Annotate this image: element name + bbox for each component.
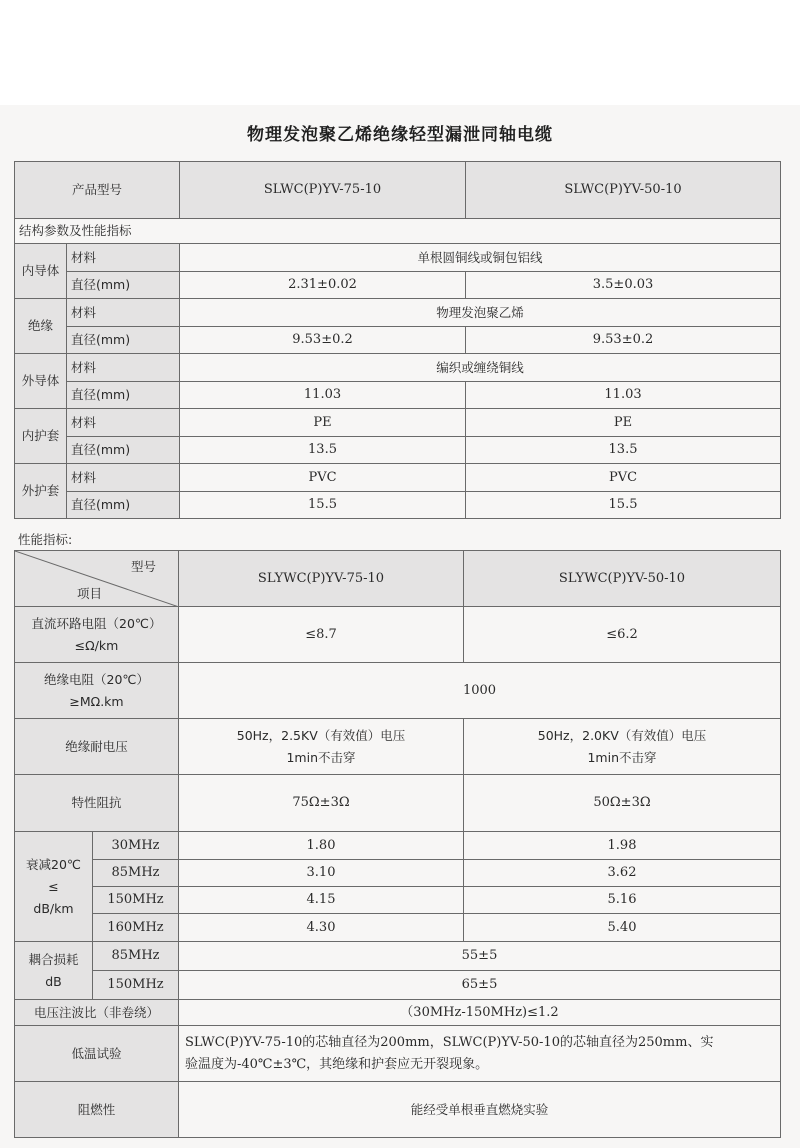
attenuation-a: 1.80 — [179, 832, 464, 860]
frequency: 30MHz — [93, 832, 179, 860]
insulation-label-line2: ≥MΩ.km — [69, 693, 124, 709]
withstand-label: 绝缘耐电压 — [15, 719, 179, 775]
coupling-label-line1: 耦合损耗 — [28, 951, 79, 967]
coupling-loss-label — [15, 942, 93, 1000]
model-a-header: SLYWC(P)YV-75-10 — [179, 551, 464, 607]
material-a: PE — [180, 409, 466, 437]
material-b: PE — [466, 409, 781, 437]
impedance-a: 75Ω±3Ω — [179, 775, 464, 832]
attenuation-b: 3.62 — [464, 860, 781, 887]
dc-loop-label — [15, 607, 179, 663]
diameter-a: 13.5 — [180, 437, 466, 464]
withstand-b-line2: 1min不击穿 — [587, 749, 657, 765]
diameter-b: 11.03 — [466, 382, 781, 409]
group-name: 内导体 — [15, 244, 67, 299]
attenuation-b: 5.16 — [464, 887, 781, 914]
model-item-header — [15, 551, 179, 607]
product-model-label: 产品型号 — [15, 162, 180, 219]
performance-label: 性能指标: — [18, 532, 73, 547]
model-a-header: SLWC(P)YV-75-10 — [180, 162, 466, 219]
group-name: 内护套 — [15, 409, 67, 464]
diameter-label: 直径(mm) — [67, 327, 180, 354]
frequency: 150MHz — [93, 971, 179, 1000]
withstand-b — [464, 719, 781, 775]
document-title: 物理发泡聚乙烯绝缘轻型漏泄同轴电缆 — [247, 125, 553, 145]
low-temp-label: 低温试验 — [15, 1026, 179, 1082]
performance-table — [14, 550, 781, 1138]
structure-table — [14, 161, 781, 519]
impedance-label: 特性阻抗 — [15, 775, 179, 832]
insulation-label-line1: 绝缘电阻（20℃） — [44, 671, 149, 687]
dc-loop-a: ≤8.7 — [179, 607, 464, 663]
impedance-b: 50Ω±3Ω — [464, 775, 781, 832]
item-label: 项目 — [77, 586, 103, 601]
frequency: 85MHz — [93, 942, 179, 971]
diameter-label: 直径(mm) — [67, 382, 180, 409]
material-value: 单根圆铜线或铜包铝线 — [180, 244, 781, 272]
flame-value: 能经受单根垂直燃烧实验 — [179, 1082, 781, 1138]
diameter-a: 2.31±0.02 — [180, 272, 466, 299]
dc-loop-b: ≤6.2 — [464, 607, 781, 663]
diameter-a: 9.53±0.2 — [180, 327, 466, 354]
low-temp-line2: 验温度为-40℃±3℃，其绝缘和护套应无开裂现象。 — [185, 1056, 489, 1072]
diameter-label: 直径(mm) — [67, 437, 180, 464]
group-name: 外导体 — [15, 354, 67, 409]
insulation-resistance-label — [15, 663, 179, 719]
frequency: 160MHz — [93, 914, 179, 942]
material-label: 材料 — [67, 299, 180, 327]
material-value: 物理发泡聚乙烯 — [180, 299, 781, 327]
withstand-a — [179, 719, 464, 775]
diameter-a: 11.03 — [180, 382, 466, 409]
material-label: 材料 — [67, 409, 180, 437]
low-temp-line1: SLWC(P)YV-75-10的芯轴直径为200mm，SLWC(P)YV-50-10的芯轴直径为250mm、实 — [185, 1034, 714, 1050]
diameter-a: 15.5 — [180, 492, 466, 519]
vswr-label: 电压注波比（非卷绕） — [15, 1000, 179, 1026]
group-name: 外护套 — [15, 464, 67, 519]
withstand-a-line1: 50Hz，2.5KV（有效值）电压 — [236, 727, 406, 743]
diameter-b: 3.5±0.03 — [466, 272, 781, 299]
material-label: 材料 — [67, 354, 180, 382]
attenuation-label-line3: dB/km — [33, 900, 74, 916]
attenuation-b: 1.98 — [464, 832, 781, 860]
attenuation-b: 5.40 — [464, 914, 781, 942]
attenuation-label-line1: 衰减20℃ — [26, 856, 81, 872]
diameter-label: 直径(mm) — [67, 272, 180, 299]
insulation-resistance-value: 1000 — [179, 663, 781, 719]
section-label: 结构参数及性能指标 — [15, 219, 781, 244]
diameter-label: 直径(mm) — [67, 492, 180, 519]
dc-loop-label-line1: 直流环路电阻（20℃） — [31, 615, 162, 631]
material-label: 材料 — [67, 244, 180, 272]
flame-label: 阻燃性 — [15, 1082, 179, 1138]
dc-loop-label-line2: ≤Ω/km — [74, 637, 119, 653]
coupling-label-line2: dB — [45, 973, 62, 989]
low-temp-text — [179, 1026, 781, 1082]
model-label: 型号 — [130, 559, 156, 574]
attenuation-a: 3.10 — [179, 860, 464, 887]
coupling-loss-value: 65±5 — [179, 971, 781, 1000]
diameter-b: 9.53±0.2 — [466, 327, 781, 354]
material-value: 编织或缠绕铜线 — [180, 354, 781, 382]
diameter-b: 13.5 — [466, 437, 781, 464]
attenuation-label-line2: ≤ — [48, 878, 59, 894]
withstand-b-line1: 50Hz，2.0KV（有效值）电压 — [537, 727, 707, 743]
attenuation-a: 4.30 — [179, 914, 464, 942]
material-a: PVC — [180, 464, 466, 492]
material-label: 材料 — [67, 464, 180, 492]
vswr-value: （30MHz-150MHz)≤1.2 — [179, 1000, 781, 1026]
frequency: 85MHz — [93, 860, 179, 887]
diameter-b: 15.5 — [466, 492, 781, 519]
model-b-header: SLYWC(P)YV-50-10 — [464, 551, 781, 607]
attenuation-label — [15, 832, 93, 942]
group-name: 绝缘 — [15, 299, 67, 354]
attenuation-a: 4.15 — [179, 887, 464, 914]
frequency: 150MHz — [93, 887, 179, 914]
model-b-header: SLWC(P)YV-50-10 — [466, 162, 781, 219]
material-b: PVC — [466, 464, 781, 492]
withstand-a-line2: 1min不击穿 — [286, 749, 356, 765]
coupling-loss-value: 55±5 — [179, 942, 781, 971]
